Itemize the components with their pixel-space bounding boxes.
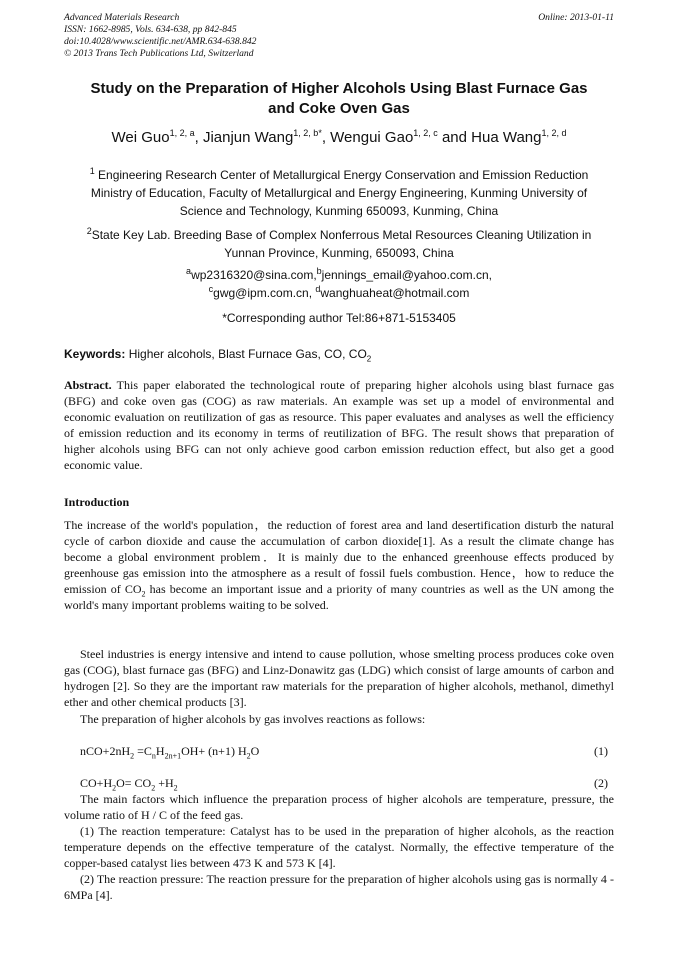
abstract-label: Abstract. [64, 378, 112, 392]
subscript: 2 [173, 783, 178, 793]
abstract-text: This paper elaborated the technological route of preparing higher alcohols using blast furnace gas (BFG) and coke oven gas (COG) as raw materials. An example was set up a model of environmental and economic evaluation on reutilization of gas as resource. This paper evaluates and analyses as well the efficiency of emission reduction and its economy in terms of reutilization of BFG. The result shows that preparation of higher alcohols using BFG can not only achieve good carbon emission reduction effect, but also get a good economic value. [64, 378, 614, 472]
subscript: 2 [141, 589, 146, 599]
equation-text: OH+ (n+1) H [181, 744, 247, 758]
subscript: 2 [112, 783, 117, 793]
affiliation-line: Ministry of Education, Faculty of Metallurgical and Energy Engineering, Kunming University of [90, 186, 588, 200]
affiliation-mark: 2 [86, 226, 92, 236]
email-link[interactable]: wp2316320@sina.com, [191, 268, 317, 282]
journal-doi: doi:10.4028/www.scientific.net/AMR.634-638.842 [64, 36, 257, 47]
email-mark: d [315, 284, 321, 294]
author-separator: and [437, 129, 472, 146]
equation-text: CO+H [80, 776, 113, 790]
subscript: n [151, 751, 156, 761]
affiliation-line: Yunnan Province, Kunming, 650093, China [224, 246, 454, 260]
corresponding-author: *Corresponding author Tel:86+871-5153405 [222, 311, 456, 325]
body-paragraph: The main factors which influence the preparation process of higher alcohols are temperature, pressure, the volume ratio of H / C of the feed gas. [64, 792, 614, 823]
online-date: Online: 2013-01-11 [538, 12, 614, 23]
author-marks: 1, 2, d [541, 128, 567, 138]
keywords [64, 346, 614, 362]
equation-body [64, 744, 260, 761]
body-paragraph [64, 517, 614, 614]
equation-text: nCO+2nH [80, 744, 131, 758]
section-heading: Introduction [64, 495, 130, 509]
affiliation-line: Science and Technology, Kunming 650093, Kunming, China [179, 204, 499, 218]
author-name: Wei Guo [111, 129, 170, 146]
subscript: 2 [151, 783, 156, 793]
equation-body [64, 776, 178, 793]
email-mark: c [208, 284, 214, 294]
email-mark: b [316, 266, 322, 276]
subscript: 2n+1 [164, 751, 182, 761]
author-emails [64, 266, 614, 302]
equation-number: (1) [594, 744, 608, 758]
journal-copyright: © 2013 Trans Tech Publications Ltd, Switzerland [64, 48, 254, 59]
abstract [64, 377, 614, 473]
journal-issn: ISSN: 1662-8985, Vols. 634-638, pp 842-845 [64, 24, 237, 35]
email-link[interactable]: jennings_email@yahoo.com.cn, [321, 268, 492, 282]
affiliation-2 [64, 226, 614, 262]
email-mark: a [186, 266, 192, 276]
keywords-subscript: 2 [366, 354, 372, 364]
equation-1 [64, 743, 614, 759]
paragraph-text: has become an important issue and a priority of many countries as well as the UN among the world's many important problems waiting to be solved. [64, 582, 614, 613]
author-marks: 1, 2, a [169, 128, 195, 138]
subscript: 2 [130, 751, 135, 761]
journal-header [64, 12, 614, 60]
title-line-2: and Coke Oven Gas [268, 100, 410, 117]
equation-text: O= CO [116, 776, 152, 790]
author-name: Hua Wang [471, 129, 542, 146]
journal-name: Advanced Materials Research [64, 12, 180, 23]
subscript: 2 [246, 751, 251, 761]
author-list [40, 128, 638, 148]
author-name: Jianjun Wang [202, 129, 294, 146]
equation-text: H [155, 744, 165, 758]
keywords-label: Keywords: [64, 347, 126, 361]
equation-text: O [250, 744, 260, 758]
affiliation-mark: 1 [89, 166, 95, 176]
affiliation-1 [64, 166, 614, 220]
email-link[interactable]: wanghuaheat@hotmail.com [320, 286, 470, 300]
body-paragraph: (2) The reaction pressure: The reaction pressure for the preparation of higher alcohols using gas is normally 4 - 6MPa [4]. [64, 872, 614, 903]
affiliation-line: State Key Lab. Breeding Base of Complex Nonferrous Metal Resources Cleaning Utilization in [91, 228, 592, 242]
author-marks: 1, 2, c [413, 128, 438, 138]
author-separator: , [194, 129, 203, 146]
paper-title [60, 79, 618, 119]
author-name: Wengui Gao [330, 129, 414, 146]
paragraph-text: The increase of the world's population，the reduction of forest area and land desertification disturb the natural cycle of carbon dioxide and cause the accumulation of carbon dioxide[1]. As a result the climate change has become a global environment problem．It is mainly due to the enhanced greenhouse effects produced by greenhouse gas emission into the atmosphere as a result of fossil fuels combustion. Hence，how to reduce the emission of CO [64, 518, 614, 597]
author-marks: 1, 2, b* [293, 128, 322, 138]
equation-text: =C [134, 744, 152, 758]
title-line-1: Study on the Preparation of Higher Alcohols Using Blast Furnace Gas [90, 80, 588, 97]
equation-2 [64, 775, 614, 791]
keywords-text: Higher alcohols, Blast Furnace Gas, CO, CO [125, 347, 367, 361]
body-paragraph: Steel industries is energy intensive and intend to cause pollution, whose smelting process produces coke oven gas (COG), blast furnace gas (BFG) and Linz-Donawitz gas (LDG) which consist of large amounts of carbon and hydrogen [2]. So they are the important raw materials for the preparation of higher alcohols, methanol, dimethyl ether and other chemical products [3]. [64, 647, 614, 710]
affiliation-line: Engineering Research Center of Metallurgical Energy Conservation and Emission Reduction [94, 168, 589, 182]
body-paragraph: (1) The reaction temperature: Catalyst has to be used in the preparation of higher alcohols, as the reaction temperature depends on the effective temperature of the catalyst. Normally, the effective temperature of the copper-based catalyst lies between 473 K and 573 K [4]. [64, 824, 614, 871]
equation-number: (2) [594, 776, 608, 790]
equation-text: +H [155, 776, 174, 790]
author-separator: , [321, 129, 331, 146]
body-paragraph: The preparation of higher alcohols by gas involves reactions as follows: [80, 712, 426, 726]
email-link[interactable]: gwg@ipm.com.cn, [213, 286, 316, 300]
